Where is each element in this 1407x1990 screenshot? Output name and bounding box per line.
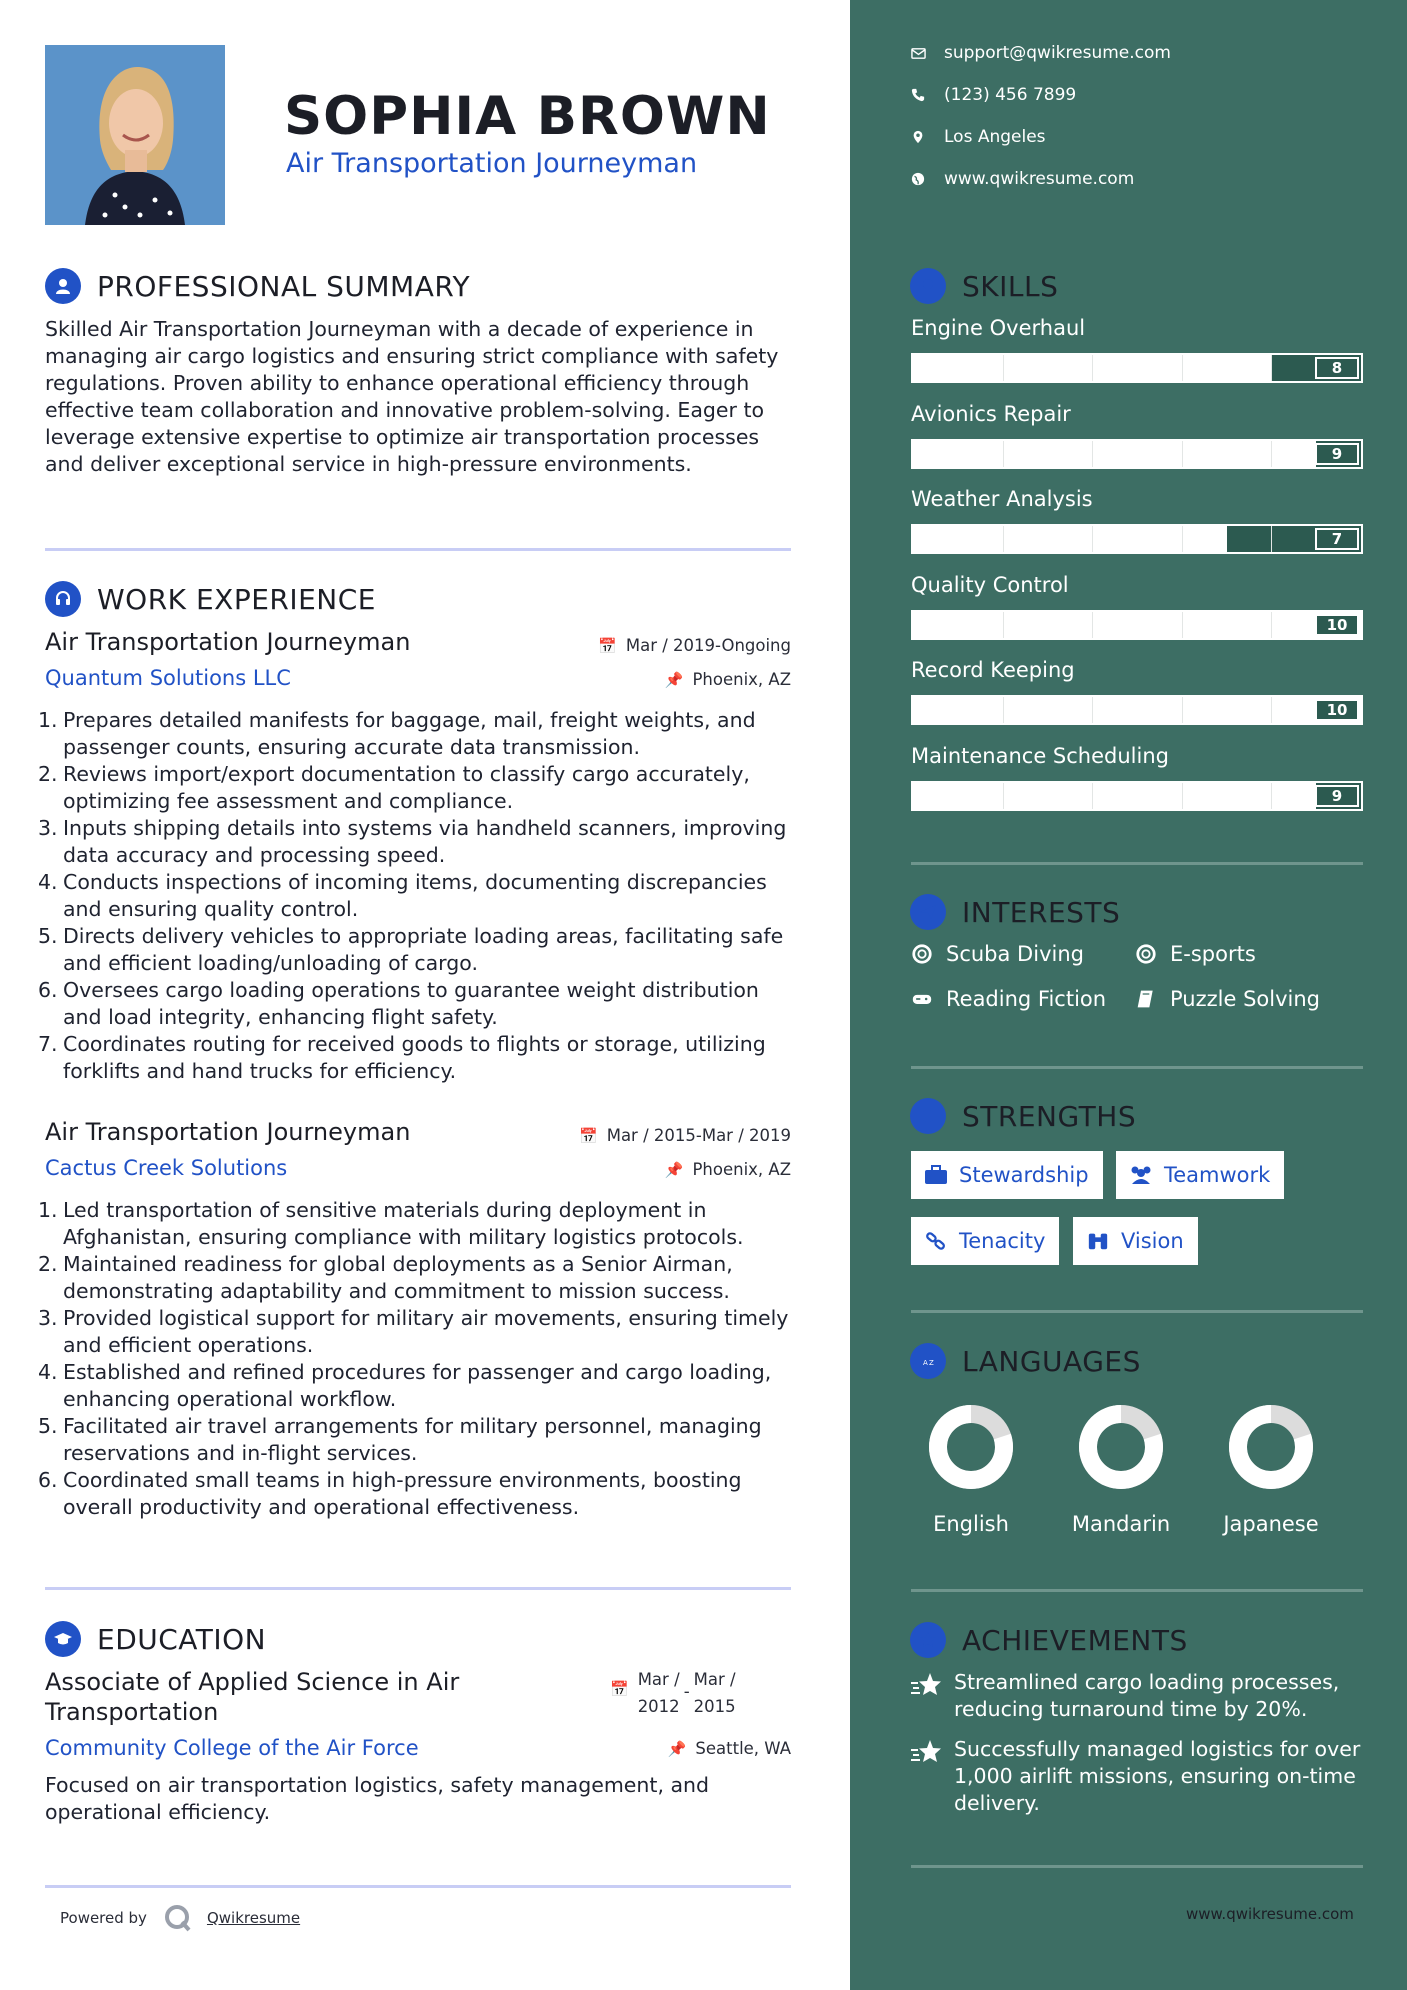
skill-level-fill (913, 697, 1361, 723)
language-item (1216, 1404, 1326, 1536)
skill-level-fill (913, 612, 1361, 638)
language-ring (928, 1404, 1014, 1490)
skill-bar-divider (1003, 612, 1004, 638)
strength-label: Vision (1121, 1229, 1184, 1253)
powered-by-label: Powered by (60, 1909, 147, 1927)
skill-name: Avionics Repair (911, 401, 1071, 426)
skill-level-value: 8 (1315, 357, 1359, 379)
strength-chip (1116, 1151, 1284, 1199)
skill-level-bar (911, 781, 1363, 811)
education-title: EDUCATION (97, 1622, 267, 1656)
list-item: 3. Provided logistical support for military air movements, ensuring timely and efficient operations. (38, 1306, 789, 1357)
end-year: 2015 (693, 1697, 736, 1716)
interest-item (1134, 942, 1256, 966)
list-item: 6. Coordinated small teams in high-pressure environments, boosting overall productivity and operational effectiveness. (38, 1468, 742, 1519)
skills-title: SKILLS (962, 269, 1059, 303)
skills-header (910, 268, 1058, 304)
strength-chip (911, 1217, 1059, 1265)
skill-level-bar (911, 439, 1363, 469)
interest-item (910, 987, 1106, 1011)
summary-header (45, 268, 470, 304)
section-divider (911, 1865, 1363, 1868)
star-icon (910, 1738, 944, 1768)
footer-website[interactable]: www.qwikresume.com (1186, 1905, 1354, 1923)
education-header (45, 1621, 266, 1657)
profile-photo (45, 45, 225, 225)
skill-bar-divider (1271, 783, 1272, 809)
skill-bar-divider (1182, 526, 1183, 552)
skill-bar-divider (1271, 697, 1272, 723)
qwikresume-logo-icon (163, 1903, 193, 1933)
envelope-icon (910, 45, 926, 61)
pin-icon: 📌 (667, 1739, 687, 1758)
section-divider (45, 548, 791, 551)
skill-name: Weather Analysis (911, 487, 1093, 511)
start-month: Mar / (637, 1670, 680, 1689)
skill-bar-divider (1003, 783, 1004, 809)
degree-title: Associate of Applied Science in Air Transportation (45, 1668, 460, 1726)
candidate-name: SOPHIA BROWN (284, 86, 771, 147)
language-item (916, 1404, 1026, 1536)
summary-text: Skilled Air Transportation Journeyman with a decade of experience in managing air cargo logistics and ensuring strict compliance with safety regulations. Proven ability to enhance operational efficiency through effective team collaboration and innovative problem-solving. Eager to leverage extensive expertise to optimize air transportation processes and deliver exceptional service in high-pressure environments. (45, 317, 779, 476)
skill-bar-divider (1271, 612, 1272, 638)
website-text: www.qwikresume.com (944, 169, 1135, 189)
skill-level-fill (913, 441, 1316, 467)
skill-bar-divider (1003, 697, 1004, 723)
skill-bar-divider (1271, 526, 1272, 552)
users-icon (1128, 1164, 1154, 1186)
language-name: Japanese (1223, 1512, 1319, 1536)
user-icon (45, 268, 81, 304)
strength-chip (1073, 1217, 1198, 1265)
job-company: Quantum Solutions LLC (45, 666, 291, 690)
graduation-cap-icon (45, 1621, 81, 1657)
location-text: Los Angeles (944, 127, 1046, 147)
star-badge-icon (910, 1622, 946, 1658)
list-item: 7. Coordinates routing for received goods to flights or storage, utilizing forklifts and hand trucks for efficiency. (38, 1032, 766, 1083)
achievements-title: ACHIEVEMENTS (962, 1623, 1188, 1657)
education-location-text: Seattle, WA (695, 1739, 791, 1758)
skill-level-bar (911, 353, 1363, 383)
date-dash: - (683, 1682, 690, 1701)
skill-bar-divider (1092, 783, 1093, 809)
skill-level-value: 10 (1315, 699, 1359, 721)
skill-name: Quality Control (911, 572, 1069, 597)
list-item: 2. Maintained readiness for global deployments as a Senior Airman, demonstrating adaptability and commitment to mission success. (38, 1252, 733, 1303)
skill-bar-divider (1271, 441, 1272, 467)
achievement-item (910, 1736, 1370, 1817)
interest-item (1134, 987, 1320, 1011)
interest-label: Scuba Diving (946, 942, 1084, 966)
language-item (1066, 1404, 1176, 1536)
fist-icon (910, 1098, 946, 1134)
pin-icon: 📌 (664, 1160, 684, 1179)
language-name: Mandarin (1071, 1512, 1171, 1536)
phone-text: (123) 456 7899 (944, 85, 1077, 105)
book-icon (1134, 987, 1158, 1011)
section-divider (911, 1066, 1363, 1069)
phone-icon (910, 87, 926, 103)
skill-level-bar (911, 695, 1363, 725)
section-divider (45, 1885, 791, 1888)
achievement-text: Streamlined cargo loading processes, reducing turnaround time by 20%. (954, 1670, 1340, 1721)
list-item: 1. Led transportation of sensitive materials during deployment in Afghanistan, ensuring compliance with military logistics protocols. (38, 1198, 744, 1249)
interest-item (910, 942, 1084, 966)
education-location (668, 1739, 791, 1758)
languages-header (910, 1343, 1141, 1379)
translate-icon (910, 1343, 946, 1379)
skill-level-fill (913, 526, 1227, 552)
powered-by (60, 1903, 300, 1933)
contact-location (910, 127, 1046, 147)
gamepad-icon (910, 987, 934, 1011)
skill-bar-divider (1003, 526, 1004, 552)
job-dates-text: Mar / 2019-Ongoing (625, 636, 791, 655)
calendar-icon: 📅 (610, 1680, 629, 1698)
pin-icon: 📌 (664, 670, 684, 689)
job-duties (38, 707, 795, 1085)
work-title: WORK EXPERIENCE (97, 582, 376, 616)
skill-bar-divider (1092, 697, 1093, 723)
end-month: Mar / (693, 1670, 736, 1689)
list-item: 5. Directs delivery vehicles to appropriate loading areas, facilitating safe and efficient loading/unloading of cargo. (38, 924, 784, 975)
contact-email[interactable] (910, 43, 1171, 63)
skill-bar-divider (1182, 697, 1183, 723)
list-item: 3. Inputs shipping details into systems via handheld scanners, improving data accuracy and processing speed. (38, 816, 787, 867)
interest-label: E-sports (1170, 942, 1256, 966)
contact-website[interactable] (910, 169, 1134, 189)
strength-label: Teamwork (1164, 1163, 1271, 1187)
job-title: Air Transportation Journeyman (45, 628, 411, 656)
skill-level-bar (911, 610, 1363, 640)
skill-name: Record Keeping (911, 658, 1075, 682)
lifebuoy-icon (910, 942, 934, 966)
job-title: Air Transportation Journeyman (45, 1118, 411, 1146)
skill-bar-divider (1092, 612, 1093, 638)
language-ring (1078, 1404, 1164, 1490)
skill-bar-divider (1092, 355, 1093, 381)
candidate-role: Air Transportation Journeyman (286, 148, 698, 179)
school-name: Community College of the Air Force (45, 1736, 419, 1760)
job-location (665, 1160, 791, 1179)
job-dates (579, 1126, 791, 1145)
list-item: 5. Facilitated air travel arrangements for military personnel, managing reservations and in-flight services. (38, 1414, 762, 1465)
skill-bar-divider (1092, 441, 1093, 467)
interest-label: Puzzle Solving (1170, 987, 1320, 1011)
job-company: Cactus Creek Solutions (45, 1156, 288, 1180)
skill-bar-divider (1003, 441, 1004, 467)
language-ring (1228, 1404, 1314, 1490)
email-text: support@qwikresume.com (944, 43, 1171, 63)
svg-text:Z: Z (929, 1359, 934, 1367)
education-description: Focused on air transportation logistics, safety management, and operational efficiency. (45, 1773, 710, 1824)
skill-level-value: 9 (1315, 785, 1359, 807)
list-item: 4. Established and refined procedures for passenger and cargo loading, enhancing operational workflow. (38, 1360, 772, 1411)
job-location-text: Phoenix, AZ (692, 1160, 791, 1179)
job-dates-text: Mar / 2015-Mar / 2019 (606, 1126, 791, 1145)
skill-level-value: 7 (1315, 528, 1359, 550)
skill-bar-divider (1092, 526, 1093, 552)
lifebuoy-icon (1134, 942, 1158, 966)
education-dates (610, 1666, 736, 1720)
list-item: 4. Conducts inspections of incoming items, documenting discrepancies and ensuring quality control. (38, 870, 767, 921)
skill-level-value: 9 (1315, 443, 1359, 465)
section-divider (911, 1310, 1363, 1313)
job-duties (38, 1197, 795, 1521)
list-item: 2. Reviews import/export documentation to classify cargo accurately, optimizing fee assessment and compliance. (38, 762, 750, 813)
globe-icon (910, 171, 926, 187)
start-year: 2012 (637, 1697, 680, 1716)
skill-level-value: 10 (1315, 614, 1359, 636)
interest-label: Reading Fiction (946, 987, 1107, 1011)
language-name: English (933, 1512, 1009, 1536)
link-icon (923, 1230, 949, 1252)
calendar-icon: 📅 (579, 1126, 598, 1145)
skill-bar-divider (1003, 355, 1004, 381)
achievement-text: Successfully managed logistics for over 1,000 airlift missions, ensuring on-time delivery. (954, 1737, 1361, 1815)
skill-level-bar (911, 524, 1363, 554)
job-dates (598, 636, 791, 655)
contact-phone[interactable] (910, 85, 1076, 105)
strength-chip (911, 1151, 1103, 1199)
list-item: 1. Prepares detailed manifests for baggage, mail, freight weights, and passenger counts, ensuring accurate data transmission. (38, 708, 756, 759)
strength-label: Stewardship (959, 1163, 1089, 1187)
section-divider (911, 1589, 1363, 1592)
skill-bar-divider (1271, 355, 1272, 381)
skill-level-fill (913, 783, 1316, 809)
calendar-icon: 📅 (598, 636, 617, 655)
lightbulb-icon (910, 268, 946, 304)
skill-bar-divider (1182, 612, 1183, 638)
interests-title: INTERESTS (962, 895, 1121, 929)
briefcase-icon (923, 1164, 949, 1186)
strengths-title: STRENGTHS (962, 1099, 1137, 1133)
headset-icon (45, 581, 81, 617)
strengths-header (910, 1098, 1136, 1134)
skill-bar-divider (1182, 441, 1183, 467)
map-pin-icon (910, 129, 926, 145)
skill-name: Engine Overhaul (911, 316, 1086, 340)
skill-bar-divider (1182, 355, 1183, 381)
job-location-text: Phoenix, AZ (692, 670, 791, 689)
section-divider (911, 862, 1363, 865)
binoculars-icon (1085, 1230, 1111, 1252)
languages-title: LANGUAGES (962, 1344, 1141, 1378)
skill-bar-divider (1182, 783, 1183, 809)
star-icon (910, 1671, 944, 1701)
svg-text:A: A (923, 1359, 928, 1367)
achievements-header (910, 1622, 1188, 1658)
list-item: 6. Oversees cargo loading operations to guarantee weight distribution and load integrity, enhancing flight safety. (38, 978, 759, 1029)
work-header (45, 581, 376, 617)
section-divider (45, 1587, 791, 1590)
achievement-item (910, 1669, 1370, 1723)
job-location (665, 670, 791, 689)
summary-title: PROFESSIONAL SUMMARY (97, 269, 471, 303)
paper-plane-icon (910, 894, 946, 930)
skill-name: Maintenance Scheduling (911, 743, 1169, 768)
strength-label: Tenacity (959, 1229, 1046, 1253)
qwikresume-link[interactable]: Qwikresume (206, 1909, 301, 1927)
interests-header (910, 894, 1120, 930)
